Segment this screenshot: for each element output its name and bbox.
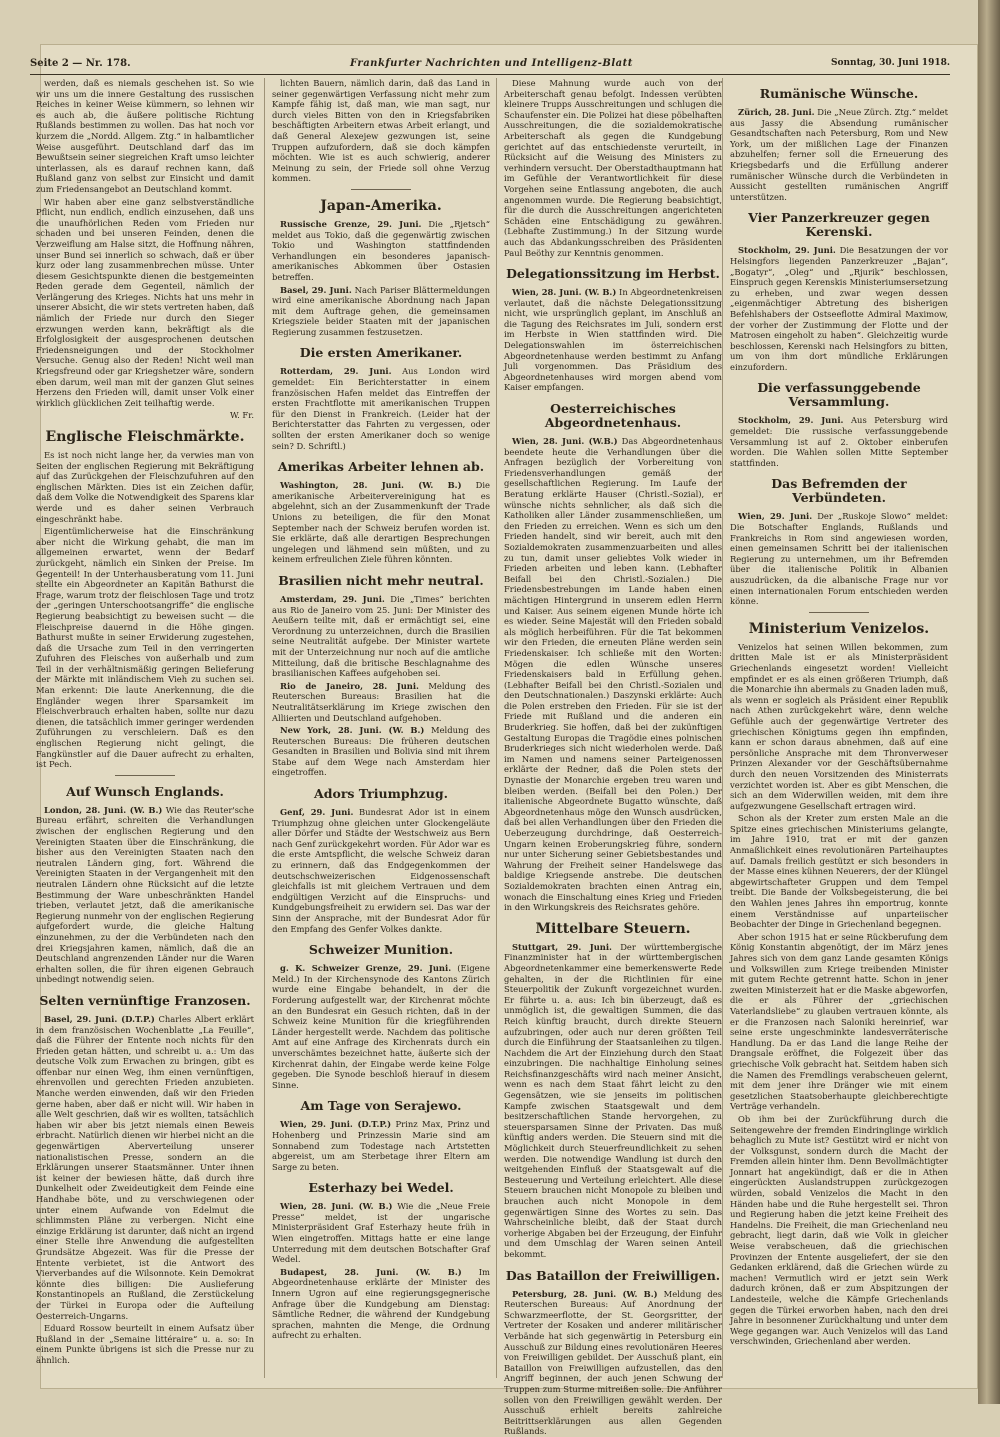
paragraph-text: In Abgeordnetenkreisen verlautet, daß die nächste Delegationssitzung nicht, wie ursprünglich geplant, im Anschluß an die Tagung des Reichsrates im Juli, sondern erst im Herbste in Wien stattfinden wird. Die Delegationswahlen im österreichischen Abgeordnetenhause werden bestimmt zu Anfang Juli vorgenommen. Das Präsidium des Abgeordnetenhauses wird morgen abend vom Kaiser empfangen.: [504, 287, 722, 393]
paragraph: [272, 366, 490, 451]
paragraph: Wir haben aber eine ganz selbstverständliche Pflicht, nun endlich, endlich einzusehen, daß uns die unaufhörlichen Reden vom Frieden nur schaden und bei unseren Feinden, denen die Verzweiflung am Halse sitzt, die Hoffnung nähren, unser Bund sei innerlich so schwach, daß er über kurz oder lang zusammenbrechen müsse. Unter diesem Gesichtspunkte dienen die bestgemeinten Reden gerade dem Gegenteil, nämlich der Verlängerung des Krieges. Nichts hat uns mehr in unserer Absicht, die wir stets vertreten haben, daß nämlich der Friede nur durch den Sieger erzwungen werden kann, bekräftigt als die Erfolglosigkeit der ausgesprochenen deutschen Friedensneigungen und der Stockholmer Versuche. Genug also der Reden! Nicht weil man Kriegsfreund oder gar Kriegshetzer wäre, sondern eben darum, weil man mit der ganzen Glut seines Herzens den Frieden will, damit unser Volk einer wirklich glücklichen Zeit teilhaftig werde.: [36, 196, 254, 408]
article-headline: Oesterreichisches Abgeordnetenhaus.: [544, 401, 682, 431]
paragraph: Es ist noch nicht lange her, da verwies man von Seiten der englischen Regierung mit Bekräftigung auf das Zurückgehen der Fleischzufuhren auf den englischen Märkten. Dies ist ein Zeichen dafür, daß dem Volke die Notwendigkeit des Sparens klar werde und es daher seinen Verbrauch eingeschränkt habe.: [36, 450, 254, 524]
dateline: Basel, 29. Juni. (D.T.P.): [44, 1013, 155, 1024]
paragraph-text: Die Besatzungen der vor Helsingfors liegenden Panzerkreuzer „Bajan“, „Bogatyr“, „Oleg“ und „Rjurik“ beschlossen, Einspruch gegen Kerenskis Ministeriumsersetzung zu erheben, und zwar wegen dessen „eigenmächtiger Abtretung des bisherigen Befehlshabers der Ostseeflotte Admiral Maximow, der vorher der Zustimmung der Flotte und der Matrosen eingeholt zu haben“. Gleichzeitig wurde beschlossen, Kerenski nach Helsingfors zu bitten, um von ihm dort mündliche Erklärungen einzufordern.: [730, 245, 948, 372]
paragraph: Schon als der Kreter zum ersten Male an die Spitze eines griechischen Ministeriums gelangte, im Jahre 1910, trat er mit der ganzen Anmaßlichkeit eines revolutionären Parteihauptes auf. Damals freilich gestützt er sich besonders in der Masse eines kühnen Neuerers, der der Klüngel abgewirtschafteter Gruppen und dem Tempel treibt. Die Bande der Volksbegeisterung, die bei den Wahlen jenes Jahres ihn emportrug, konnte einem Verständnisse auf unparteiischer Beobachter der Dinge in Griechenland begegnen.: [730, 813, 948, 930]
article-headline: Das Befremden der Verbündeten.: [771, 476, 907, 506]
paragraph-text: Aus Petersburg wird gemeldet: Die russische verfassunggebende Versammlung ist auf 2. Oktober einberufen worden. Die Wahlen sollen Mitte September stattfinden.: [730, 415, 948, 468]
dateline: Wien, 28. Juni. (W. B.): [280, 1201, 393, 1212]
paragraph: [730, 245, 948, 372]
paragraph-text: Im Abgeordnetenhause erklärte der Minister des Innern Ugron auf eine regierungsgegnerische Anfrage über die Kundgebung am Dienstag: Sämtliche Redner, die während der Kundgebung sprachen, mahnten die Menge, die Ordnung aufrecht zu erhalten.: [272, 1266, 490, 1341]
paragraph-text: Die „Rjetsch“ meldet aus Tokio, daß die gegenwärtig zwischen Tokio und Washington stattfindenden Verhandlungen ein besonderes japanisch-amerikanisches Abkommen über Ostasien betreffen.: [272, 218, 490, 282]
paragraph-text: Wie das Reuter'sche Bureau erfährt, schreiten die Verhandlungen zwischen der englischen Regierung und den Vereinigten Staaten über die Einschränkung, die bisher aus den Vereinigten Staaten nach den neutralen Ländern ging, fort. Während die Vereinigten Staaten in der Vergangenheit mit den neutralen Ländern ohne Rücksicht auf die letzte Bestimmung der Ware unbeschränkten Handel trieben, verlautet jetzt, daß die amerikanische Regierung nunmehr von der englischen Regierung aufgefordert wurde, die gleiche Haltung einzunehmen, zu der die Verbündeten nach den drei Kriegsjahren kamen, nämlich, daß die an Deutschland angrenzenden Länder nur die Waren erhalten sollen, die für ihren eigenen Gebrauch unbedingt notwendig seien.: [36, 804, 254, 985]
paragraph: Venizelos hat seinen Willen bekommen, zum dritten Male ist er als Ministerpräsident Griechenlands eingesetzt worden! Vielleicht empfindet er es als einen größeren Triumph, daß die Monarchie ihn abermals zu Gnaden laden muß, als wenn er sogleich als Präsident einer Republik nach Athen zurückgekehrt wäre, denn welche Gefühle auch der gegenwärtige Vertreter des griechischen Königtums gegen ihn empfinden, kann er schon daraus abnehmen, daß auf eine persönliche Ansprache mit dem Thronverweser Prinzen Alexander vor der Geschäftsübernahme durch den neuen Vorsitzenden des Ministerrats verzichtet worden ist. Aber es gibt Menschen, die sich an dem Widerwillen weiden, mit dem ihre aufgezwungene Gesellschaft ertragen wird.: [730, 641, 948, 811]
paragraph: [272, 1119, 490, 1172]
author-signature: W. Fr.: [229, 410, 254, 421]
paragraph: [36, 1014, 254, 1321]
paragraph: Eigentümlicherweise hat die Einschränkung aber nicht die Wirkung gehabt, die man im allgemeinen erwartet, wenn der Bedarf zurückgeht, nämlich ein Sinken der Preise. Im Gegenteil! In der Unterhausberatung vom 11. Juni stellte ein Abgeordneter an Kapitän Bathurst die Frage, warum trotz der fleischlosen Tage und trotz der „geringen Unterschootsangriffe“ die englische Regierung beabsichtigt zu beweisen sucht — die Fleischpreise dauernd in die Höhe gingen. Bathurst mußte in seiner Erwiderung zugestehen, daß die Ursache zum Teil in den verringerten Zufuhren des Fleisches von außerhalb und zum Teil in der verhältnismäßig geringen Belieferung der Märkte mit inländischem Vieh zu suchen sei. Man erkennt: Die laute Anerkennung, die die Engländer wegen ihrer Sparsamkeit im Fleischverbrauch erhalten haben, sollte nur dazu dienen, die tatsächlich immer geringer werdenden Zuführungen zu verschleiern. Daß es den englischen Regierung nicht gelingt, die Fangkünstler auf die Dauer aufrecht zu erhalten, ist Pech.: [36, 526, 254, 770]
paragraph-text: Aus London wird gemeldet: Ein Berichterstatter in einem französischen Hafen meldet das Eintreffen der ersten Frachtflotte mit amerikanischen Truppen für den Dienst in Frankreich. (Leider hat der Berichterstatter das Fahrten zu vergessen, oder sollten der ersten Amerikaner doch so wenige sein? D. Schriftl.): [272, 366, 490, 451]
paragraph-text: Bundesrat Ador ist in einem Triumphzug ohne gleichen unter Glockengeläute aller Dörfer und Städte der Westschweiz aus Bern nach Genf zurückgekehrt worden. Für Ador war es die erste Amtspflicht, die welsche Schweiz daran zu erinnern, daß das Endgegenkommen der deutschschweizerischen Eidgenossenschaft gleichfalls ist mit gleichem Vertrauen und dem endgültigen Verzicht auf die Einspruchs- und Kundgebungsfreiheit zu erwidern sei. Das war der Sinn der Ansprache, mit der Bundesrat Ador für den Empfang des Genfer Volkes dankte.: [272, 807, 490, 934]
article-headline: Vier Panzerkreuzer gegen Kerenski.: [748, 210, 930, 240]
dateline: London, 28. Juni. (W. B.): [44, 804, 163, 815]
paragraph-text: Meldung des Reuterschen Bureaus: Auf Anordnung der Schwarzmeerflotte, der St. Georgsritter, der Vertreter der Kosaken und anderer militärischer Verbände hat sich gegenwärtig in Petersburg ein Ausschuß zur Bildung eines revolutionären Heeres von Freiwilligen gebildet. Der Ausschuß plant, ein Bataillon von Freiwilligen aufzustellen, das den Angriff beginnen, der auch jenen Schwung der Truppen zum Sturme mitreißen solle. Die Anführer sollen von den Freiwilligen gewählt werden. Der Ausschuß erhielt bereits zahlreiche Beitrittserklärungen aus allen Gegenden Rußlands.: [504, 1288, 722, 1437]
dateline: Rotterdam, 29. Juni.: [280, 366, 392, 377]
issue-date: Sonntag, 30. Juni 1918.: [830, 58, 950, 68]
page-edge: [978, 0, 1000, 1404]
article-headline: Am Tage von Serajewo.: [300, 1098, 462, 1114]
paragraph: [272, 681, 490, 723]
paragraph-text: Die „Times“ berichten aus Rio de Janeiro vom 25. Juni: Der Minister des Aeußern teilte mit, daß er ermächtigt sei, eine Verordnung zu unterzeichnen, durch die Brasilien seine Neutralität aufgebe. Der Minister wartete mit der Unterzeichnung nur noch auf die amtliche Mitteilung, daß die britische Beschlagnahme des brasilianischen Kaffees aufgehoben sei.: [272, 593, 490, 679]
column-rule: [722, 78, 723, 1378]
paragraph: [272, 963, 490, 1090]
page-header: [30, 58, 950, 75]
article-headline: Delegationssitzung im Herbst.: [506, 266, 720, 282]
paragraph-text: Meldung des Reuterschen Bureaus: Brasilien hat die Neutralitätserklärung im Kriege zwischen den Alliierten und Deutschland aufgehoben.: [272, 680, 490, 723]
column-rule: [264, 78, 265, 1378]
paragraph: [272, 594, 490, 679]
paragraph-text: Der „Ruskoje Slowo“ meldet: Die Botschafter Englands, Rußlands und Frankreichs in Rom sind angewiesen worden, einen gemeinsamen Schritt bei der italienischen Regierung zu unternehmen, um ihr Befremden über die italienische Politik in Albanien auszudrücken, da die albanische Frage nur vor einen internationalen Forum entschieden werden könne.: [730, 511, 948, 607]
article-headline: Schweizer Munition.: [308, 942, 454, 958]
article-headline: Brasilien nicht mehr neutral.: [278, 572, 484, 588]
article-headline: Englische Fleischmärkte.: [45, 429, 245, 445]
column-1: [36, 78, 254, 1378]
paragraph: Aber schon 1915 hat er seine Rückberufung dem König Konstantin abgenötigt, der im März jenes Jahres sich von dem ganz Lande gesamten Königs und Volkswillen zum Kriege treibenden Minister mit gutem Rechte getrennt hatte. Schon in jener zweiten Ministerzeit hat er die Maske abgeworfen, die er als Führer der „griechischen Vaterlandsliebe“ zu glauben vertrauen könnte, als er die Franzosen nach Saloniki hereinrief, war seine erste ungeschminkte landesverräterische Handlung. Da er das Land die lange Reihe der Drangsale eröffnet, die Folgezeit über das griechische Volk gebracht hat. Seitdem haben sich die Namen des Fremdlings verabscheuen gelernt, mit dem jener ihre Dränger wie mit einem gesetzlichen Staatsoberhaupte gleichberechtigte Verträge verhandeln.: [730, 931, 948, 1112]
paragraph: Ob ihm bei der Zurückführung durch die Seitengewehre der fremden Eindringlinge wirklich behaglich zu Mute ist? Gestützt wird er nicht von der Volksgunst, sondern durch die Macht der Fremden allein hinter ihm. Denn Bevollmächtigter Jonnart hat angekündigt, daß er die in Athen eingerückten Auslandstruppen zurückgezogen würden, sobald Venizelos die Macht in den Händen habe und die Ruhe hergestellt sei. Thron und Regierung haben die jetzt keine Freiheit des Handelns. Die Freiheit, die man Griechenland neu gebracht, liegt darin, daß wie Volk in gleicher Weise verabscheuen, daß die griechischen Provinzen der Entente ausgeliefert, der sie den Gedanken erklärend, daß die Griechen würde zu machen! Vermutlich wird er jetzt sein Werk dadurch krönen, daß er zum Abspitzungen der Landesteile, welche die Kämpfe Griechenlands gegen die Türkei erworben haben, nach den drei Jahre in besonnener Zurückhaltung und unter dem Wege gegangen war. Auch Venizelos will das Land verschwinden, Griechenland aber werden.: [730, 1113, 948, 1347]
article-headline: Auf Wunsch Englands.: [66, 783, 224, 799]
paragraph: [272, 807, 490, 934]
paragraph-text: (Eigene Meld.) In der Kirchensynode des Kantons Zürich wurde eine Eingabe behandelt, in der die Forderung aufgestellt war, der Kirchenrat möchte an den Bundesrat ein Gesuch richten, daß in der Schweiz keine Munition für die kriegführenden Länder hergestellt werde. Nachdem das politische Amt auf eine Anfrage des Kirchenrats durch ein unverschämtes bezeichnet hatte, äußerte sich der Kirchenrat dahin, der Eingabe werde keine Folge gegeben. Die Synode beschloß hierauf in diesem Sinne.: [272, 963, 490, 1090]
paragraph: [730, 415, 948, 468]
dateline: Russische Grenze, 29. Juni.: [280, 218, 422, 229]
paragraph: [272, 1201, 490, 1265]
dateline: Genf, 29. Juni.: [280, 807, 354, 818]
article-headline: Das Bataillon der Freiwilligen.: [505, 1267, 721, 1283]
paragraph-text: Prinz Max, Prinz und Hohenberg und Prinzessin Marie sind am Sonnabend zum Todestage nach Artstetten abgereist, um am Sterbetage ihrer Eltern am Sarge zu beten.: [272, 1119, 490, 1172]
dateline: Wien, 28. Juni. (W.B.): [512, 436, 618, 447]
dateline: g. K. Schweizer Grenze, 29. Juni.: [280, 963, 452, 974]
dateline: Washington, 28. Juni. (W. B.): [280, 480, 462, 491]
paragraph-text: Das Abgeordnetenhaus beendete heute die Verhandlungen über die Anfragen bezüglich der Vorbereitung von Friedensverhandlungen gemäß der gesellschaftlichen Regierung. Im Laufe der Beratung erklärte Hauser (Christl.-Sozial), er wünsche nichts sehnlicher, als daß sich die Katholiken aller Länder zusammenschließen, um den Frieden zu erreichen. Wenn es sich um den Frieden handelt, sind wir bereit, auch mit den Sozialdemokraten zusammenzuarbeiten und alles zu tun, damit unser geliebtes Volk wieder in Frieden arbeiten und leben kann. (Lebhafter Beifall bei den Christl.-Sozialen.) Die Friedensbestrebungen im Lande haben einen mächtigen Hintergrund in unserem edlen Herrn und Kaiser. Aus seinem eigenen Munde hörte ich es wieder. Seine Majestät will den Frieden sobald als möglich herbeiführen. Für die Tat bekommen wir den Frieden, die erneuten Pläne werden sein Friedenskaiser. Ich schließe mit den Worten: Mögen die edlen Wünsche unseres Friedenskaisers bald in Erfüllung gehen. (Lebhafter Beifall bei den Christl.-Sozialen und den Deutschnationalen.) Daszynski erklärte: Auch die Polen erstreben den Frieden. Für sie ist der Friede mit Rußland und die anderen ein Bruderkrieg. Sie hoffen, daß bei der zukünftigen Gestaltung Europas die Tragödie eines polnischen Bruderkrieges sich nicht wiederholen werde. Daß im Namen und namens seiner Parteigenossen erklärte der Redner, daß die Polen stets der Dynastie der Monarchie ergeben treu waren und bleiben werden. (Beifall bei den Polen.) Der italienische Abgeordnete Bugatto wünschte, daß Abgeordnetenhaus möge den Wunsch ausdrücken, daß bei allen Verhandlungen über den Frieden die Ueberzeugung durchdringe, daß Oesterreich-Ungarn keinen Eroberungskrieg führe, sondern nur unter Sicherung seiner Gebietsbestandes und Wahrung der Freiheit seiner Handelswege das baldige Kriegsende anstrebe. Die deutschen Sozialdemokraten brachten einen Antrag ein, wonach die Einschaltung eines Krieg und Frieden in den Wirkungskreis des Reichsrates gehöre.: [504, 436, 722, 913]
paragraph: [730, 107, 948, 202]
paragraph-text: Wie die „Neue Freie Presse“ meldet, ist der ungarische Ministerpräsident Graf Esterhazy heute früh in Wien eingetroffen. Mittags hatte er eine lange Unterredung mit dem deutschen Botschafter Graf Wedel.: [272, 1201, 490, 1265]
article-headline: Rumänische Wünsche.: [759, 86, 919, 101]
article-headline: Die ersten Amerikaner.: [299, 345, 463, 361]
paragraph: werden, daß es niemals geschehen ist. So wie wir uns um die innere Gestaltung des russischen Reiches in keiner Weise kümmern, so lehnen wir es auch ab, die äußere politische Richtung Rußlands bestimmen zu wollen. Das hat noch vor kurzem die „Nordd. Allgem. Ztg.“ in halbamtlicher Weise ausgeführt. Deutschland darf das im Bewußtsein seiner siegreichen Kraft umso leichter unterlassen, als es darauf rechnen kann, daß Rußland ganz von selbst zur Einsicht und damit zum Friedensangebot an Deutschland kommt.: [36, 78, 254, 194]
paragraph: [504, 436, 722, 913]
article-headline: Selten vernünftige Franzosen.: [39, 992, 251, 1008]
paragraph-text: Der württembergische Finanzminister hat in der württembergischen Abgeordnetenkammer eine bemerkenswerte Rede gehalten, in der die Richtlinien für eine Steuerpolitik der Zukunft vorgezeichnet wurden. Er führte u. a. aus: Ich bin überzeugt, daß es unmöglich ist, die gewaltigen Summen, die das Reich künftig braucht, durch direkte Steuern aufzubringen, oder auch nur deren größten Teil durch die Einführung der Staatsanleihen zu tilgen. Nachdem die Art der Einziehung durch den Staat einzubringen. Die nachhaltige Einholung seines Reichsfinanzgeschäfts wird nach meiner Ansicht, wenn es nach dem Staat fährt leicht zu den Gegensätzen, wie sie jenseits im politischen Kampfe zwischen Staatsgewalt und dem besitzerschaftlichen Stande hervorgehen, zu steuersparsamen Sinne der Privaten. Das muß künftig anders werden. Die Steuern sind mit die Möglichkeit durch Steuerfreundlichkeit zu sehen werden. Die notwendige Wandlung ist durch den weitgehenden Einfluß der Staatsgewalt auf die Besteuerung und Verteilung erleichtert. Alle diese Steuern brauchen nicht Monopole zu bleiben und brauchen auch nicht Monopole in dem gegenwärtigen Sinne des Wortes zu sein. Das Wahrscheinliche bleibt, daß der Staat durch vorherige Abgaben bei der Erzeugung, der Einfuhr und dem Umschlag der Waren seinen Anteil bekommt.: [504, 941, 722, 1259]
paragraph-text: Die „Neue Zürch. Ztg.“ meldet aus Jassy die Absendung rumänischer Gesandtschaften nach Petersburg, Rom und New York, um der mißlichen Lage der Finanzen abzuhelfen; ferner soll die Erneuerung des Kriegsbedarfs und die Erfüllung anderer rumänischer Wünsche durch die Verbündeten in Aussicht gestellten rumänischen Angriff unterstützen.: [730, 107, 949, 202]
dateline: Zürich, 28. Juni.: [738, 107, 815, 117]
article-headline: Die verfassunggebende Versammlung.: [757, 380, 921, 410]
dateline: Wien, 29. Juni. (D.T.P.): [280, 1119, 392, 1130]
paragraph: [36, 805, 254, 985]
dateline: Budapest, 28. Juni. (W. B.): [280, 1266, 462, 1277]
paragraph: [272, 480, 490, 565]
article-headline: Japan-Amerika.: [320, 197, 442, 214]
paragraph: [272, 285, 490, 338]
article-headline: Adors Triumphzug.: [314, 786, 448, 802]
paragraph-text: Nach Pariser Blättermeldungen wird eine amerikanische Abordnung nach Japan mit dem Auftrage gehen, die gemeinsamen Kriegsziele beider Staaten mit der japanischen Regierung zusammen festzusetzen.: [272, 284, 490, 337]
paragraph: [730, 511, 948, 606]
article-headline: Esterhazy bei Wedel.: [308, 1180, 454, 1196]
dateline: Stuttgart, 29. Juni.: [512, 941, 612, 952]
dateline: Amsterdam, 29. Juni.: [280, 593, 385, 604]
paragraph-text: Meldung des Reuterschen Bureaus: Die früheren deutschen Gesandten in Brasilien und Bolivia sind mit ihrem Stabe auf dem Wege nach Amsterdam hier eingetroffen.: [272, 725, 490, 778]
dateline: New York, 28. Juni. (W. B.): [280, 725, 425, 736]
masthead: Frankfurter Nachrichten und Intelligenz-Blatt: [350, 58, 633, 69]
paragraph-text: Die amerikanische Arbeitervereinigung hat es abgelehnt, sich an der Zusammenkunft der Trade Unions zu beteiligen, die für den Monat September nach der Schweiz berufen worden ist. Sie erklärte, daß alle derartigen Besprechungen ungelegen und lähmend sein müßten, und zu keinem erfreulichen Ziele führen könnten.: [272, 480, 490, 565]
divider: [115, 775, 175, 776]
paragraph: Diese Mahnung wurde auch von der Arbeiterschaft genau befolgt. Indessen verübten kleinere Trupps Ausschreitungen und schlugen die Schaufenster ein. Die Polizei hat diese pöbelhaften Ausschreitungen, die die sozialdemokratische Arbeiterschaft als gegen die Kundgebung gerichtet auf das entschiedenste verurteilt, in Rücksicht auf die Weisung des Ministers zu verhindern versucht. Der Oberstadthauptmann hat im Gefühle der Verantwortlichkeit für diese Vorgehen seine Entlassung angeboten, die auch angenommen wurde. Die Regierung beabsichtigt, für die durch die Ausschreitungen angerichteten Schäden eine Entschädigung zu gewähren. (Lebhafte Zustimmung.) In der Sitzung wurde auch das Abdankungsschreiben des Präsidenten Paul Beöthy zur Kenntnis genommen.: [504, 78, 722, 258]
article-headline: Ministerium Venizelos.: [748, 620, 930, 637]
column-rule: [496, 78, 497, 1378]
article-headline: Amerikas Arbeiter lehnen ab.: [277, 459, 485, 475]
paragraph: [504, 942, 722, 1260]
paragraph: [272, 219, 490, 283]
dateline: Stockholm, 29. Juni.: [738, 245, 836, 256]
divider: [809, 612, 869, 613]
paragraph-text: Charles Albert erklärt in dem französischen Wochenblatte „La Feuille“, daß die Führer der Entente noch nichts für den Frieden getan hätten, und schreibt u. a.: Um das deutsche Volk zum Erwachen zu bringen, gibt es offenbar nur einen Weg, ihm einen vernünftigen, ehrenvollen und gerechten Frieden anzubieten. Manche werden einwenden, daß wir den Frieden gerne haben, aber daß er nicht will. Wir haben in alle Welt geschrien, daß wir es wollten, tatsächlich haben wir aber bis jetzt niemals einen Beweis erbracht. Natürlich dienen wir hierbei nicht an die gegenwärtigen Aberverteilung unserer nationalistischen Presse, sondern an die Erklärungen unserer Staatsmänner. Unter ihnen ist keiner der bewiesen hätte, daß durch ihre Dunkelheit oder Zweideutigkeit dem Feinde eine Handhabe böte, und zu verschwiegenen oder unter einem Aufwande von Edelmut die schlimmsten Pläne zu verbergen. Nicht eine einzige Erklärung ist darunter, daß nicht an irgend einer Stelle ihre Anwendung die aufgestellten Grundsätze Abgezeit. Was für die Presse der Entente verbietet, ist die Antwort des Vierverbandes auf die Wilsonnote. Kein Demokrat könnte dies billigen: Die Auslieferung Konstantinopels an Rußland, die Zerstückelung der Türkei in Europa oder die Aufteilung Oesterreich-Ungarns.: [36, 1013, 255, 1321]
paragraph: [272, 1267, 490, 1341]
article-headline: Mittelbare Steuern.: [535, 920, 691, 937]
dateline: Petersburg, 28. Juni. (W. B.): [512, 1288, 658, 1299]
dateline: Rio de Janeiro, 28. Juni.: [280, 680, 419, 691]
paragraph: [504, 287, 722, 393]
dateline: Stockholm, 29. Juni.: [738, 415, 844, 426]
column-4: [730, 78, 948, 1378]
dateline: Basel, 29. Juni.: [280, 284, 352, 295]
dateline: Wien, 28. Juni. (W. B.): [512, 287, 617, 298]
paragraph: [272, 725, 490, 778]
paragraph: [504, 1289, 722, 1437]
dateline: Wien, 29. Juni.: [738, 511, 813, 522]
column-2: [272, 78, 490, 1378]
page-number: Seite 2 — Nr. 178.: [30, 58, 131, 69]
column-3: [504, 78, 722, 1437]
paragraph: lichten Bauern, nämlich darin, daß das Land in seiner gegenwärtigen Verfassung nicht mehr zum Kampfe fähig ist, daß man, wie man sagt, nur durch vieles Bitten von den in Kriegsfabriken beschäftigten Arbeitern etwas Arbeit erlangt, und daß General Alexejew gezwungen ist, seine Truppen aufzufordern, daß sie doch kämpfen möchten. Wie ist es auch schwierig, anderer Meinung zu sein, der Friede soll ohne Verzug kommen.: [272, 78, 490, 184]
divider: [351, 189, 411, 190]
paragraph: Eduard Rossow beurteilt in einem Aufsatz über Rußland in der „Semaine littéraire“ u. a. so: In einem Punkte übrigens ist sich die Presse nur zu ähnlich.: [36, 1323, 254, 1365]
